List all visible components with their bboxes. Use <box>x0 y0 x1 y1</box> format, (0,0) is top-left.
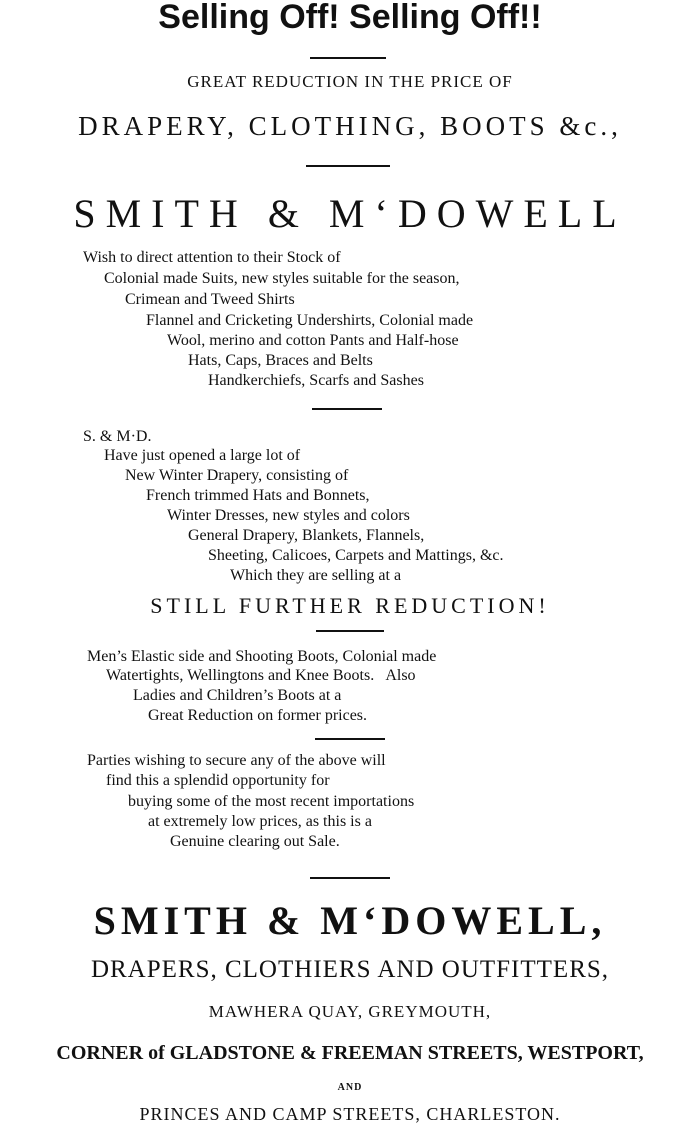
list-item: S. & M·D. <box>83 428 152 445</box>
list-item: Wool, merino and cotton Pants and Half-hose <box>167 332 459 349</box>
list-item: New Winter Drapery, consisting of <box>125 467 349 484</box>
list-item: Wish to direct attention to their Stock of <box>83 249 341 266</box>
list-item: Ladies and Children’s Boots at a <box>133 687 342 704</box>
goods-heading: DRAPERY, CLOTHING, BOOTS &c., <box>78 111 622 141</box>
list-item: Colonial made Suits, new styles suitable for the season, <box>104 270 460 287</box>
divider-rule <box>310 57 386 59</box>
list-item: Men’s Elastic side and Shooting Boots, Colonial made <box>87 648 437 665</box>
list-item: Which they are selling at a <box>230 567 402 584</box>
list-item: Winter Dresses, new styles and colors <box>167 507 410 524</box>
list-item: Watertights, Wellingtons and Knee Boots. Also <box>106 667 416 684</box>
and-connector: AND <box>337 1082 363 1093</box>
list-item: French trimmed Hats and Bonnets, <box>146 487 370 504</box>
list-item: at extremely low prices, as this is a <box>148 813 372 830</box>
address-greymouth: MAWHERA QUAY, GREYMOUTH, <box>208 1002 492 1021</box>
headline: Selling Off! Selling Off!! <box>158 0 542 36</box>
divider-rule <box>316 630 384 632</box>
divider-rule <box>312 408 382 410</box>
list-item: Genuine clearing out Sale. <box>170 833 340 850</box>
list-item: Great Reduction on former prices. <box>148 707 368 724</box>
firm-name-bottom: SMITH & M‘DOWELL, <box>93 898 607 943</box>
divider-rule <box>310 877 390 879</box>
trades-line: DRAPERS, CLOTHIERS AND OUTFITTERS, <box>90 956 610 983</box>
list-item: Parties wishing to secure any of the above will <box>87 752 386 769</box>
divider-rule <box>306 165 390 167</box>
list-item: Crimean and Tweed Shirts <box>125 291 295 308</box>
divider-rule <box>315 738 385 740</box>
list-item: buying some of the most recent importations <box>128 793 415 810</box>
address-charleston: PRINCES AND CAMP STREETS, CHARLESTON. <box>139 1104 561 1124</box>
list-item: General Drapery, Blankets, Flannels, <box>188 527 425 544</box>
list-item: Handkerchiefs, Scarfs and Sashes <box>208 372 424 389</box>
list-item: find this a splendid opportunity for <box>106 772 330 789</box>
address-westport: CORNER of GLADSTONE & FREEMAN STREETS, WESTPORT, <box>56 1042 644 1064</box>
list-item: Flannel and Cricketing Undershirts, Colonial made <box>146 312 474 329</box>
list-item: Have just opened a large lot of <box>104 447 301 464</box>
still-further-reduction: STILL FURTHER REDUCTION! <box>150 593 550 618</box>
list-item: Sheeting, Calicoes, Carpets and Mattings, &c. <box>208 547 504 564</box>
list-item: Hats, Caps, Braces and Belts <box>188 352 373 369</box>
subheading: GREAT REDUCTION IN THE PRICE OF <box>187 72 513 91</box>
firm-name-top: SMITH & M‘DOWELL <box>73 191 627 236</box>
